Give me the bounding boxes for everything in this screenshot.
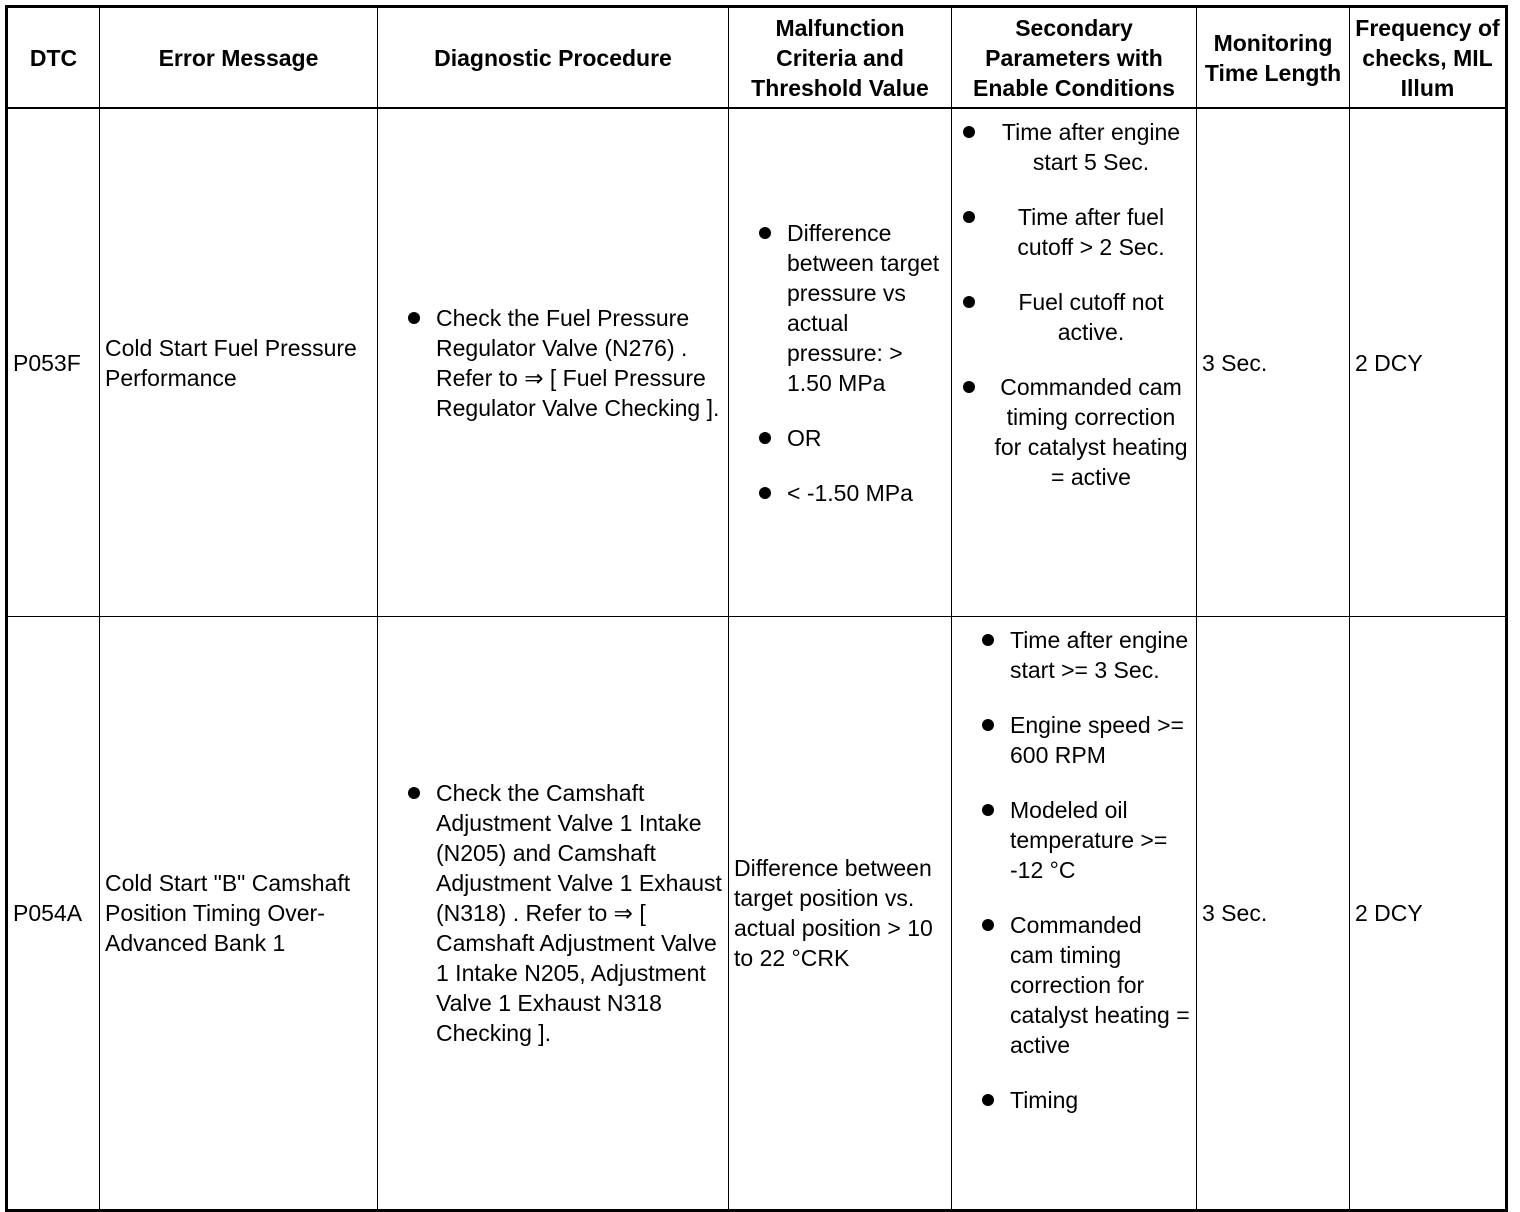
secondary-item: Time after engine start >= 3 Sec. <box>976 625 1191 685</box>
header-malfunction-criteria: Malfunction Criteria and Threshold Value <box>729 7 952 109</box>
header-monitoring-time: Monitoring Time Length <box>1197 7 1350 109</box>
malfunction-criteria <box>729 108 952 617</box>
monitoring-time: 3 Sec. <box>1197 108 1350 617</box>
frequency-mil: 2 DCY <box>1350 108 1507 617</box>
header-frequency: Frequency of checks, MIL Illum <box>1350 7 1507 109</box>
dtc-code: P053F <box>7 108 100 617</box>
error-message: Cold Start Fuel Pressure Performance <box>100 108 378 617</box>
header-error-message: Error Message <box>100 7 378 109</box>
malfunction-criteria: Difference between target position vs. actual position > 10 to 22 °CRK <box>729 617 952 1211</box>
secondary-item: Commanded cam timing correction for catalyst heating = active <box>976 910 1191 1060</box>
header-row <box>7 7 1507 109</box>
malfunction-item: OR <box>753 423 946 453</box>
monitoring-time: 3 Sec. <box>1197 617 1350 1211</box>
procedure-item: Check the Fuel Pressure Regulator Valve (N276) . Refer to ⇒ [ Fuel Pressure Regulator Valve Checking ]. <box>402 303 723 423</box>
secondary-item: Time after engine start 5 Sec. <box>957 117 1191 177</box>
dtc-code: P054A <box>7 617 100 1211</box>
secondary-item: Modeled oil temperature >= -12 °C <box>976 795 1191 885</box>
table-row <box>7 617 1507 1211</box>
procedure-item: Check the Camshaft Adjustment Valve 1 Intake (N205) and Camshaft Adjustment Valve 1 Exhaust (N318) . Refer to ⇒ [ Camshaft Adjustment Valve 1 Intake N205, Adjustment Valve 1 Exhaust N318 Checking ]. <box>402 778 723 1048</box>
malfunction-item: Difference between target pressure vs actual pressure: > 1.50 MPa <box>753 218 946 398</box>
secondary-item: Fuel cutoff not active. <box>957 287 1191 347</box>
secondary-parameters <box>952 617 1197 1211</box>
secondary-parameters <box>952 108 1197 617</box>
error-message: Cold Start "B" Camshaft Position Timing Over-Advanced Bank 1 <box>100 617 378 1211</box>
header-dtc: DTC <box>7 7 100 109</box>
secondary-item: Commanded cam timing correction for catalyst heating = active <box>957 372 1191 492</box>
diagnostic-procedure <box>378 617 729 1211</box>
header-secondary-parameters: Secondary Parameters with Enable Conditions <box>952 7 1197 109</box>
table-row <box>7 108 1507 617</box>
diagnostic-procedure <box>378 108 729 617</box>
secondary-item: Engine speed >= 600 RPM <box>976 710 1191 770</box>
frequency-mil: 2 DCY <box>1350 617 1507 1211</box>
malfunction-item: < -1.50 MPa <box>753 478 946 508</box>
header-diagnostic-procedure: Diagnostic Procedure <box>378 7 729 109</box>
secondary-item: Timing <box>976 1085 1191 1115</box>
dtc-table <box>5 5 1508 1212</box>
secondary-item: Time after fuel cutoff > 2 Sec. <box>957 202 1191 262</box>
